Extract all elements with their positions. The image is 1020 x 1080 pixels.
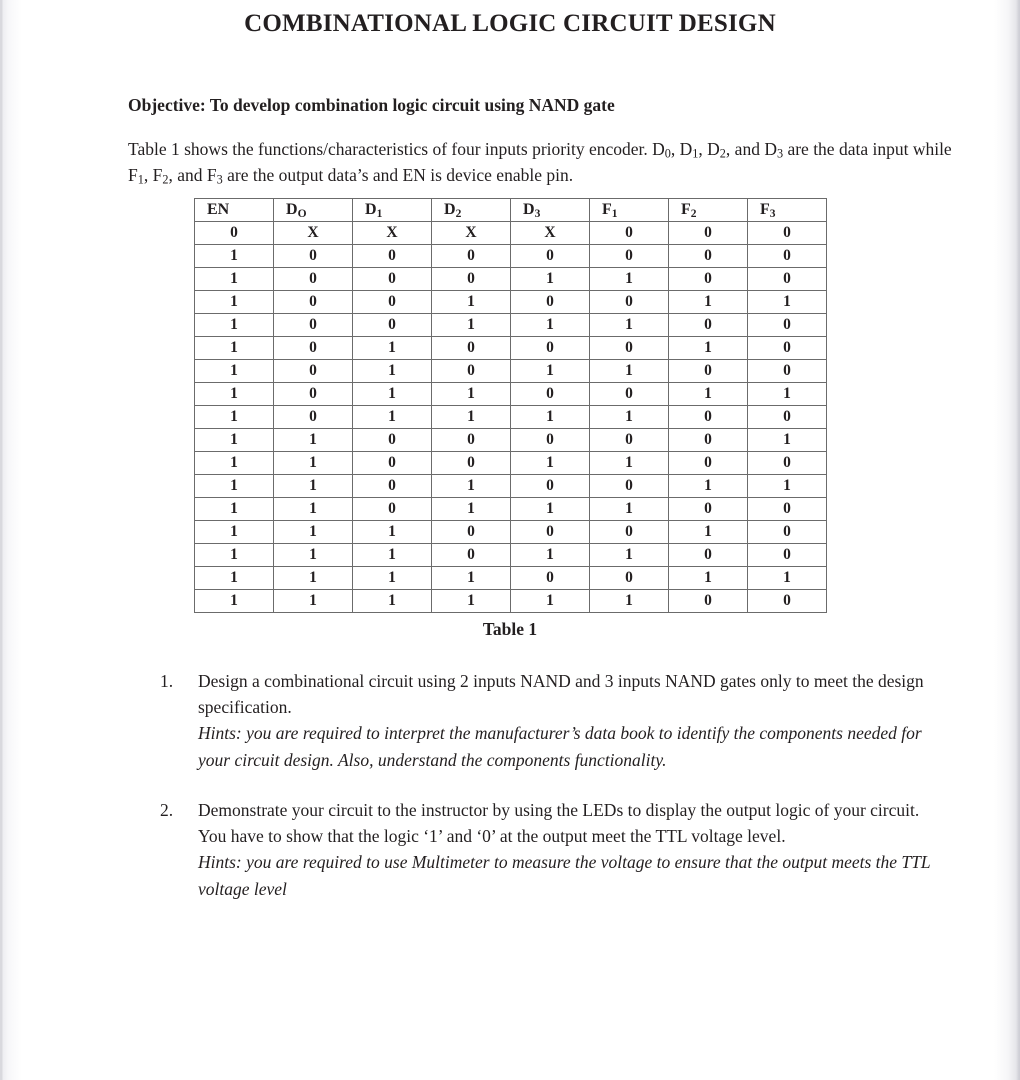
table-cell: 0 — [669, 244, 748, 267]
table-cell: 0 — [590, 382, 669, 405]
table-cell: 0 — [669, 589, 748, 612]
intro-subscript-4: 3 — [776, 146, 784, 161]
table-cell: 1 — [669, 566, 748, 589]
table-row — [195, 497, 827, 520]
table-cell: 0 — [511, 474, 590, 497]
table-cell: 0 — [748, 589, 827, 612]
table-cell: 0 — [669, 497, 748, 520]
table-cell: X — [511, 221, 590, 244]
table-cell: 0 — [353, 497, 432, 520]
table-cell: 0 — [669, 428, 748, 451]
table-cell: 1 — [669, 336, 748, 359]
intro-paragraph — [60, 117, 960, 189]
table-cell: 1 — [274, 520, 353, 543]
table-cell: 1 — [748, 382, 827, 405]
table-column-header — [195, 198, 274, 221]
table-cell: 0 — [274, 405, 353, 428]
table-cell: 1 — [432, 589, 511, 612]
table-cell: 1 — [432, 313, 511, 336]
table-row — [195, 566, 827, 589]
table-cell: 0 — [353, 290, 432, 313]
table-column-header — [511, 198, 590, 221]
column-header-label: D — [286, 200, 298, 218]
table-cell: 0 — [669, 405, 748, 428]
table-cell: 0 — [511, 382, 590, 405]
table-cell: 0 — [274, 290, 353, 313]
table-cell: 1 — [511, 313, 590, 336]
intro-subscript-5: 1 — [137, 172, 144, 187]
table-cell: 0 — [274, 382, 353, 405]
table-cell: 0 — [274, 244, 353, 267]
column-header-subscript: 1 — [376, 207, 383, 220]
table-header-row — [195, 198, 827, 221]
table-caption: Table 1 — [482, 618, 538, 639]
table-cell: 0 — [511, 520, 590, 543]
list-item — [160, 668, 960, 773]
table-cell: 1 — [669, 290, 748, 313]
table-cell: 1 — [195, 543, 274, 566]
table-column-header — [432, 198, 511, 221]
table-row — [195, 474, 827, 497]
table-cell: 1 — [669, 474, 748, 497]
table-row — [195, 313, 827, 336]
table-cell: 0 — [274, 359, 353, 382]
table-cell: 0 — [748, 267, 827, 290]
table-cell: 1 — [748, 290, 827, 313]
table-cell: 1 — [195, 336, 274, 359]
table-cell: 1 — [353, 520, 432, 543]
table-cell: X — [274, 221, 353, 244]
table-cell: 1 — [195, 290, 274, 313]
table-cell: 1 — [748, 428, 827, 451]
table-cell: 1 — [195, 405, 274, 428]
table-cell: 0 — [511, 428, 590, 451]
table-cell: 1 — [195, 382, 274, 405]
intro-text-6: , F — [143, 164, 163, 185]
table-cell: 1 — [353, 405, 432, 428]
table-cell: 0 — [748, 497, 827, 520]
task-number: 1. — [160, 670, 174, 691]
task-description: Design a combinational circuit using 2 inputs NAND and 3 inputs NAND gates only to meet the design specification. — [198, 670, 924, 718]
table-cell: 0 — [511, 336, 590, 359]
table-cell: 0 — [274, 267, 353, 290]
table-cell: 1 — [432, 405, 511, 428]
table-cell: 0 — [748, 359, 827, 382]
table-cell: 0 — [590, 244, 669, 267]
table-cell: 1 — [274, 474, 353, 497]
task-list — [60, 640, 960, 902]
table-cell: 1 — [195, 520, 274, 543]
table-cell: 0 — [590, 566, 669, 589]
table-cell: 1 — [590, 405, 669, 428]
table-cell: 1 — [274, 566, 353, 589]
column-header-subscript: 2 — [455, 207, 462, 220]
table-cell: 1 — [590, 589, 669, 612]
table-cell: 1 — [353, 336, 432, 359]
table-cell: 1 — [511, 497, 590, 520]
table-cell: 1 — [432, 290, 511, 313]
table-cell: 1 — [195, 589, 274, 612]
table-cell: 0 — [432, 520, 511, 543]
table-cell: 0 — [590, 290, 669, 313]
table-row — [195, 520, 827, 543]
table-row — [195, 405, 827, 428]
table-cell: 1 — [669, 520, 748, 543]
table-cell: 1 — [195, 313, 274, 336]
intro-subscript-1: 0 — [664, 146, 671, 161]
table-cell: 1 — [353, 543, 432, 566]
table-cell: 1 — [195, 359, 274, 382]
table-cell: 1 — [195, 267, 274, 290]
table-row — [195, 589, 827, 612]
table-cell: 0 — [432, 336, 511, 359]
table-cell: 0 — [353, 244, 432, 267]
table-cell: 0 — [748, 451, 827, 474]
table-cell: 0 — [669, 451, 748, 474]
column-header-label: D — [444, 200, 456, 218]
table-cell: 0 — [590, 520, 669, 543]
column-header-label: EN — [207, 200, 230, 218]
table-cell: 1 — [511, 589, 590, 612]
table-cell: 0 — [748, 313, 827, 336]
table-cell: 0 — [432, 451, 511, 474]
column-header-subscript: 3 — [534, 207, 541, 220]
table-cell: 0 — [353, 451, 432, 474]
table-cell: 0 — [590, 336, 669, 359]
table-cell: 1 — [748, 474, 827, 497]
intro-text-8: are the output data’s and EN is device enable pin. — [222, 164, 574, 185]
table-cell: 0 — [748, 543, 827, 566]
intro-text-2: , D — [670, 139, 693, 159]
intro-subscript-7: 3 — [216, 172, 223, 187]
truth-table — [194, 198, 827, 613]
task-hint: Hints: you are required to interpret the manufacturer’s data book to identify the components needed for your circuit design. Also, understand the components functionality. — [198, 723, 922, 770]
table-cell: 1 — [195, 428, 274, 451]
truth-table-container — [60, 189, 960, 613]
intro-text-3: , D — [698, 139, 720, 159]
table-cell: 1 — [511, 543, 590, 566]
truth-table-body — [195, 221, 827, 612]
table-row — [195, 451, 827, 474]
table-cell: 1 — [590, 359, 669, 382]
column-header-subscript: 3 — [769, 207, 776, 220]
table-cell: 0 — [274, 336, 353, 359]
table-cell: 1 — [195, 566, 274, 589]
table-cell: 0 — [432, 244, 511, 267]
table-row — [195, 267, 827, 290]
intro-text-4: , and D — [725, 139, 777, 159]
table-cell: 1 — [590, 451, 669, 474]
intro-text-1: Table 1 shows the functions/characteristics of four inputs priority encoder. D — [128, 139, 665, 159]
table-cell: 0 — [432, 359, 511, 382]
table-cell: 0 — [748, 520, 827, 543]
table-cell: 0 — [432, 428, 511, 451]
intro-subscript-3: 2 — [719, 146, 726, 161]
table-cell: 0 — [669, 221, 748, 244]
table-cell: 0 — [669, 267, 748, 290]
table-cell: 1 — [353, 589, 432, 612]
table-cell: 1 — [274, 589, 353, 612]
table-cell: 0 — [511, 566, 590, 589]
table-cell: 0 — [353, 474, 432, 497]
table-cell: 1 — [590, 313, 669, 336]
column-header-subscript: O — [297, 207, 307, 220]
table-cell: 0 — [669, 359, 748, 382]
table-cell: X — [432, 221, 511, 244]
table-row — [195, 428, 827, 451]
table-cell: 1 — [432, 474, 511, 497]
table-cell: 0 — [432, 267, 511, 290]
table-cell: 0 — [748, 221, 827, 244]
table-cell: 1 — [274, 497, 353, 520]
column-header-subscript: 2 — [690, 207, 697, 220]
table-cell: 0 — [353, 313, 432, 336]
table-cell: 1 — [274, 543, 353, 566]
table-column-header — [274, 198, 353, 221]
page-content — [60, 0, 960, 902]
list-item — [160, 797, 960, 902]
table-cell: 0 — [669, 543, 748, 566]
table-cell: 1 — [669, 382, 748, 405]
table-cell: 1 — [511, 405, 590, 428]
table-cell: 0 — [353, 428, 432, 451]
table-cell: 1 — [748, 566, 827, 589]
table-cell: 1 — [511, 451, 590, 474]
table-row — [195, 336, 827, 359]
column-header-label: F — [602, 200, 612, 218]
column-header-subscript: 1 — [611, 207, 618, 220]
table-cell: 1 — [353, 382, 432, 405]
intro-text-7: , and F — [168, 164, 217, 185]
table-cell: 1 — [274, 451, 353, 474]
table-row — [195, 290, 827, 313]
table-row — [195, 221, 827, 244]
table-cell: 0 — [195, 221, 274, 244]
table-cell: 0 — [274, 313, 353, 336]
column-header-label: D — [365, 200, 377, 218]
table-row — [195, 543, 827, 566]
table-cell: 0 — [511, 290, 590, 313]
table-cell: 0 — [353, 267, 432, 290]
table-cell: 1 — [590, 543, 669, 566]
table-cell: 0 — [511, 244, 590, 267]
task-description: Demonstrate your circuit to the instructor by using the LEDs to display the output logic of your circuit. You have to show that the logic ‘1’ and ‘0’ at the output meet the TTL voltage level. — [198, 799, 920, 847]
truth-table-head — [195, 198, 827, 221]
table-cell: 1 — [511, 267, 590, 290]
column-header-label: D — [523, 200, 535, 218]
table-cell: 0 — [748, 405, 827, 428]
table-column-header — [353, 198, 432, 221]
table-row — [195, 244, 827, 267]
table-cell: 1 — [195, 497, 274, 520]
table-row — [195, 382, 827, 405]
objective-heading: Objective: To develop combination logic circuit using NAND gate — [128, 95, 615, 116]
table-cell: 1 — [195, 474, 274, 497]
table-cell: 1 — [195, 451, 274, 474]
page-title: COMBINATIONAL LOGIC CIRCUIT DESIGN — [244, 10, 776, 37]
table-cell: 1 — [432, 497, 511, 520]
column-header-label: F — [760, 200, 770, 218]
table-cell: 0 — [590, 474, 669, 497]
table-cell: 0 — [669, 313, 748, 336]
table-cell: 1 — [195, 244, 274, 267]
intro-text-5: are the data input while F — [128, 139, 952, 185]
table-cell: 1 — [353, 359, 432, 382]
task-hint: Hints: you are required to use Multimeter to measure the voltage to ensure that the output meets the TTL voltage level — [198, 852, 931, 899]
table-row — [195, 359, 827, 382]
table-cell: 1 — [353, 566, 432, 589]
table-cell: 0 — [432, 543, 511, 566]
table-cell: X — [353, 221, 432, 244]
task-number: 2. — [160, 799, 174, 820]
table-cell: 1 — [432, 566, 511, 589]
table-cell: 0 — [590, 428, 669, 451]
table-cell: 1 — [432, 382, 511, 405]
table-cell: 0 — [748, 336, 827, 359]
table-cell: 1 — [274, 428, 353, 451]
table-column-header — [748, 198, 827, 221]
table-cell: 1 — [511, 359, 590, 382]
table-cell: 0 — [748, 244, 827, 267]
column-header-label: F — [681, 200, 691, 218]
table-column-header — [590, 198, 669, 221]
intro-subscript-6: 2 — [162, 172, 169, 187]
table-cell: 1 — [590, 267, 669, 290]
table-column-header — [669, 198, 748, 221]
intro-subscript-2: 1 — [692, 146, 699, 161]
table-cell: 1 — [590, 497, 669, 520]
table-cell: 0 — [590, 221, 669, 244]
